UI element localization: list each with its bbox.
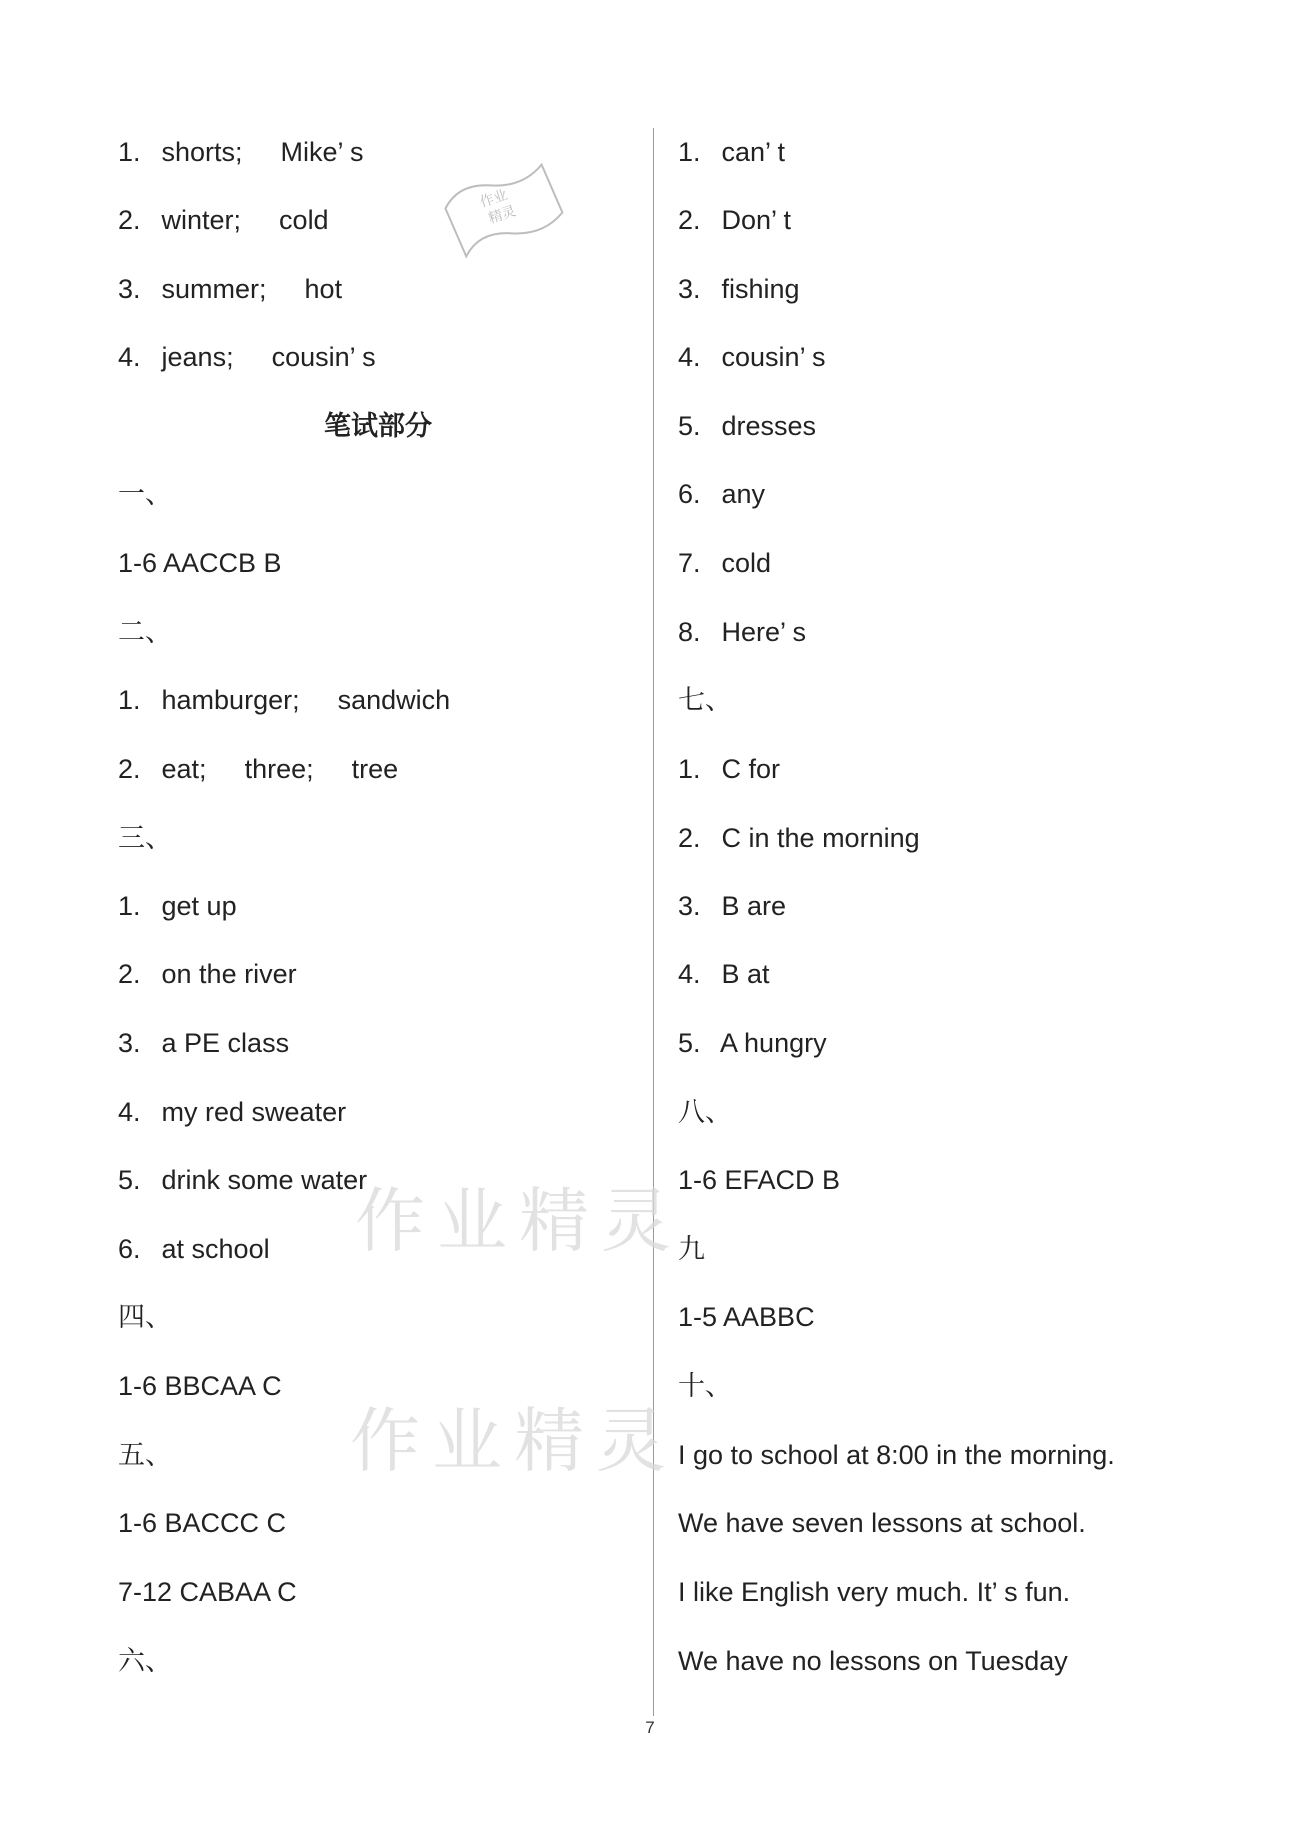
answer-word: shorts; xyxy=(161,137,243,167)
answer-word: winter; xyxy=(161,205,242,235)
answer-word: B are xyxy=(721,891,787,921)
answer-item xyxy=(118,957,297,991)
answer-item xyxy=(118,340,376,374)
item-number: 1. xyxy=(118,685,141,715)
answer-line: I go to school at 8:00 in the morning. xyxy=(678,1440,1115,1470)
answer-line: 六、 xyxy=(118,1646,172,1676)
answer-word: cousin’ s xyxy=(721,342,826,372)
answer-item xyxy=(118,1232,270,1266)
answer-line: 五、 xyxy=(118,1440,172,1470)
answer-line: 四、 xyxy=(118,1302,172,1332)
answer-item xyxy=(118,752,398,786)
answer-item xyxy=(678,1026,827,1060)
answer-word: jeans; xyxy=(161,342,234,372)
answer-word: my red sweater xyxy=(161,1097,347,1127)
answer-item xyxy=(678,272,800,306)
answer-line: 二、 xyxy=(118,617,172,647)
item-number: 5. xyxy=(678,411,701,441)
answer-item xyxy=(678,889,786,923)
item-number: 4. xyxy=(678,342,701,372)
item-number: 2. xyxy=(118,959,141,989)
answer-line: 三、 xyxy=(118,823,172,853)
answer-item xyxy=(678,203,791,237)
watermark-text: 作业精灵 xyxy=(355,1180,683,1262)
answer-line: 七、 xyxy=(678,685,732,715)
answer-word: get up xyxy=(161,891,237,921)
answer-line: I like English very much. It’ s fun. xyxy=(678,1577,1071,1607)
answer-word: at school xyxy=(161,1234,270,1264)
item-number: 2. xyxy=(118,754,141,784)
answer-word: Mike’ s xyxy=(280,137,364,167)
watermark-stamp-icon xyxy=(432,160,582,280)
answer-word: Don’ t xyxy=(721,205,792,235)
answer-word: a PE class xyxy=(161,1028,290,1058)
item-number: 4. xyxy=(678,959,701,989)
item-number: 8. xyxy=(678,617,701,647)
answer-word: on the river xyxy=(161,959,297,989)
answer-word: sandwich xyxy=(337,685,451,715)
answer-word: Here’ s xyxy=(721,617,807,647)
item-number: 3. xyxy=(678,891,701,921)
answer-word: eat; xyxy=(161,754,207,784)
item-number: 1. xyxy=(678,137,701,167)
section-heading: 笔试部分 xyxy=(324,411,432,441)
svg-text:作业: 作业 xyxy=(478,187,510,211)
item-number: 4. xyxy=(118,1097,141,1127)
item-number: 3. xyxy=(678,274,701,304)
watermark-text-lower: 作业精灵 xyxy=(350,1400,678,1482)
answer-line: 1-6 AACCB B xyxy=(118,548,282,578)
item-number: 1. xyxy=(118,891,141,921)
answer-line: 九 xyxy=(678,1234,705,1264)
answer-line: 1-6 BBCAA C xyxy=(118,1371,282,1401)
item-number: 4. xyxy=(118,342,141,372)
answer-item xyxy=(118,889,237,923)
answer-line: 1-6 EFACD B xyxy=(678,1165,841,1195)
answer-word: B at xyxy=(721,959,770,989)
page-number: 7 xyxy=(645,1718,655,1737)
answer-line: 一、 xyxy=(118,479,172,509)
answer-item xyxy=(118,1095,346,1129)
answer-item xyxy=(678,752,780,786)
answer-item xyxy=(678,957,770,991)
answer-word: C in the morning xyxy=(721,823,920,853)
item-number: 3. xyxy=(118,274,141,304)
answer-item xyxy=(678,821,920,855)
answer-word: cold xyxy=(279,205,329,235)
answer-word: dresses xyxy=(721,411,817,441)
answer-item xyxy=(678,135,785,169)
item-number: 2. xyxy=(118,205,141,235)
answer-word: cold xyxy=(721,548,772,578)
answer-word: cousin’ s xyxy=(271,342,376,372)
answer-word: A hungry xyxy=(720,1028,827,1058)
answer-line: 7-12 CABAA C xyxy=(118,1577,297,1607)
answer-item xyxy=(118,1026,289,1060)
item-number: 1. xyxy=(118,137,141,167)
answer-line: 八、 xyxy=(678,1097,732,1127)
item-number: 3. xyxy=(118,1028,141,1058)
item-number: 6. xyxy=(118,1234,141,1264)
answer-line: 1-5 AABBC xyxy=(678,1302,815,1332)
answer-word: tree xyxy=(351,754,399,784)
answer-line: We have seven lessons at school. xyxy=(678,1508,1086,1538)
answer-item xyxy=(118,272,342,306)
answer-word: three; xyxy=(244,754,314,784)
answer-item xyxy=(678,615,806,649)
answer-item xyxy=(118,1163,367,1197)
answer-word: drink some water xyxy=(161,1165,368,1195)
answer-word: hot xyxy=(304,274,343,304)
item-number: 7. xyxy=(678,548,701,578)
answer-line: We have no lessons on Tuesday xyxy=(678,1646,1068,1676)
answer-word: summer; xyxy=(161,274,267,304)
answer-item xyxy=(118,683,450,717)
answer-item xyxy=(118,203,329,237)
answer-word: any xyxy=(721,479,766,509)
answer-word: hamburger; xyxy=(161,685,300,715)
item-number: 6. xyxy=(678,479,701,509)
answer-line: 1-6 BACCC C xyxy=(118,1508,287,1538)
answer-line: 十、 xyxy=(678,1371,732,1401)
item-number: 2. xyxy=(678,823,701,853)
answer-item xyxy=(678,409,816,443)
answer-item xyxy=(678,546,771,580)
item-number: 2. xyxy=(678,205,701,235)
item-number: 1. xyxy=(678,754,701,784)
answer-word: C for xyxy=(721,754,781,784)
item-number: 5. xyxy=(678,1028,701,1058)
item-number: 5. xyxy=(118,1165,141,1195)
answer-word: can’ t xyxy=(721,137,786,167)
answer-item xyxy=(118,135,364,169)
answer-item xyxy=(678,340,826,374)
svg-text:精灵: 精灵 xyxy=(486,203,519,228)
answer-word: fishing xyxy=(721,274,800,304)
answer-item xyxy=(678,477,765,511)
